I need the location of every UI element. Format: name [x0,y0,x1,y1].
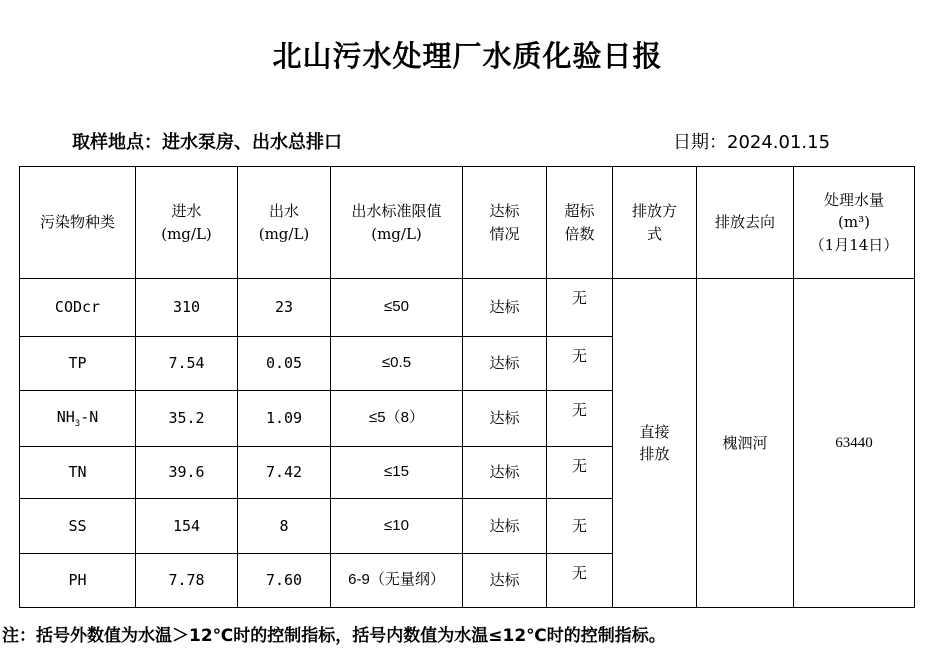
outflow-value: 23 [238,279,331,337]
header-method-line1: 排放方 [631,202,677,220]
header-method [613,167,697,279]
header-multiple-line1: 超标 [564,202,595,220]
header-outflow-unit: (mg/L) [258,224,310,243]
limit-value: ≤0.5 [331,337,463,391]
header-multiple [547,167,613,279]
header-multiple-line2: 倍数 [564,224,595,243]
discharge-method-line2: 排放 [639,445,670,463]
header-limit-label: 出水标准限值 [351,202,442,220]
pollutant-name-subscript: 3 [74,418,81,429]
header-status-line1: 达标 [489,202,520,220]
pollutant-name: TP [20,337,136,391]
header-volume [794,167,915,279]
discharge-method-line1: 直接 [639,422,670,441]
header-volume-unit: (m³) [838,213,870,232]
limit-value: ≤15 [331,447,463,499]
multiple-value: 无 [547,279,613,337]
sampling-location: 取样地点：进水泵房、出水总排口 [72,132,342,153]
outflow-value: 7.60 [238,554,331,608]
header-destination: 排放去向 [697,167,794,279]
multiple-value: 无 [547,447,613,499]
header-inflow-label: 进水 [171,202,202,220]
pollutant-name: CODcr [20,279,136,337]
status-value: 达标 [463,279,547,337]
header-outflow-label: 出水 [268,202,299,220]
inflow-value: 39.6 [136,447,238,499]
outflow-value: 7.42 [238,447,331,499]
status-value: 达标 [463,391,547,447]
inflow-value: 154 [136,499,238,554]
limit-value: ≤50 [331,279,463,337]
header-limit-unit: (mg/L) [371,224,422,243]
header-inflow [136,167,238,279]
discharge-destination: 槐泗河 [697,279,794,608]
report-date: 日期：2024.01.15 [673,132,831,153]
inflow-value: 7.78 [136,554,238,608]
header-pollutant: 污染物种类 [20,167,136,279]
limit-value: ≤10 [331,499,463,554]
limit-value: 6-9（无量纲） [331,554,463,608]
header-method-line2: 式 [646,224,662,243]
limit-value: ≤5（8） [331,391,463,447]
multiple-value: 无 [547,554,613,608]
pollutant-name: TN [20,447,136,499]
discharge-method [613,279,697,608]
pollutant-name-main: NH [56,407,75,426]
pollutant-name: SS [20,499,136,554]
water-quality-table [19,166,915,608]
inflow-value: 7.54 [136,337,238,391]
status-value: 达标 [463,499,547,554]
report-title: 北山污水处理厂水质化验日报 [272,39,663,73]
header-volume-label: 处理水量 [823,190,884,209]
outflow-value: 0.05 [238,337,331,391]
outflow-value: 8 [238,499,331,554]
outflow-value: 1.09 [238,391,331,447]
multiple-value: 无 [547,499,613,554]
header-volume-date: （1月14日） [809,235,899,254]
header-limit [331,167,463,279]
treated-volume: 63440 [794,279,915,608]
table-header-row [20,167,915,279]
pollutant-name [20,391,136,447]
header-inflow-unit: (mg/L) [161,224,212,243]
pollutant-name: PH [20,554,136,608]
pollutant-name-tail: -N [80,407,99,426]
inflow-value: 35.2 [136,391,238,447]
header-status [463,167,547,279]
footnote: 注：括号外数值为水温＞12℃时的控制指标，括号内数值为水温≤12℃时的控制指标。 [2,626,666,646]
status-value: 达标 [463,337,547,391]
header-outflow [238,167,331,279]
inflow-value: 310 [136,279,238,337]
multiple-value: 无 [547,337,613,391]
multiple-value: 无 [547,391,613,447]
status-value: 达标 [463,447,547,499]
header-status-line2: 情况 [489,224,520,243]
status-value: 达标 [463,554,547,608]
table-row [20,279,915,337]
